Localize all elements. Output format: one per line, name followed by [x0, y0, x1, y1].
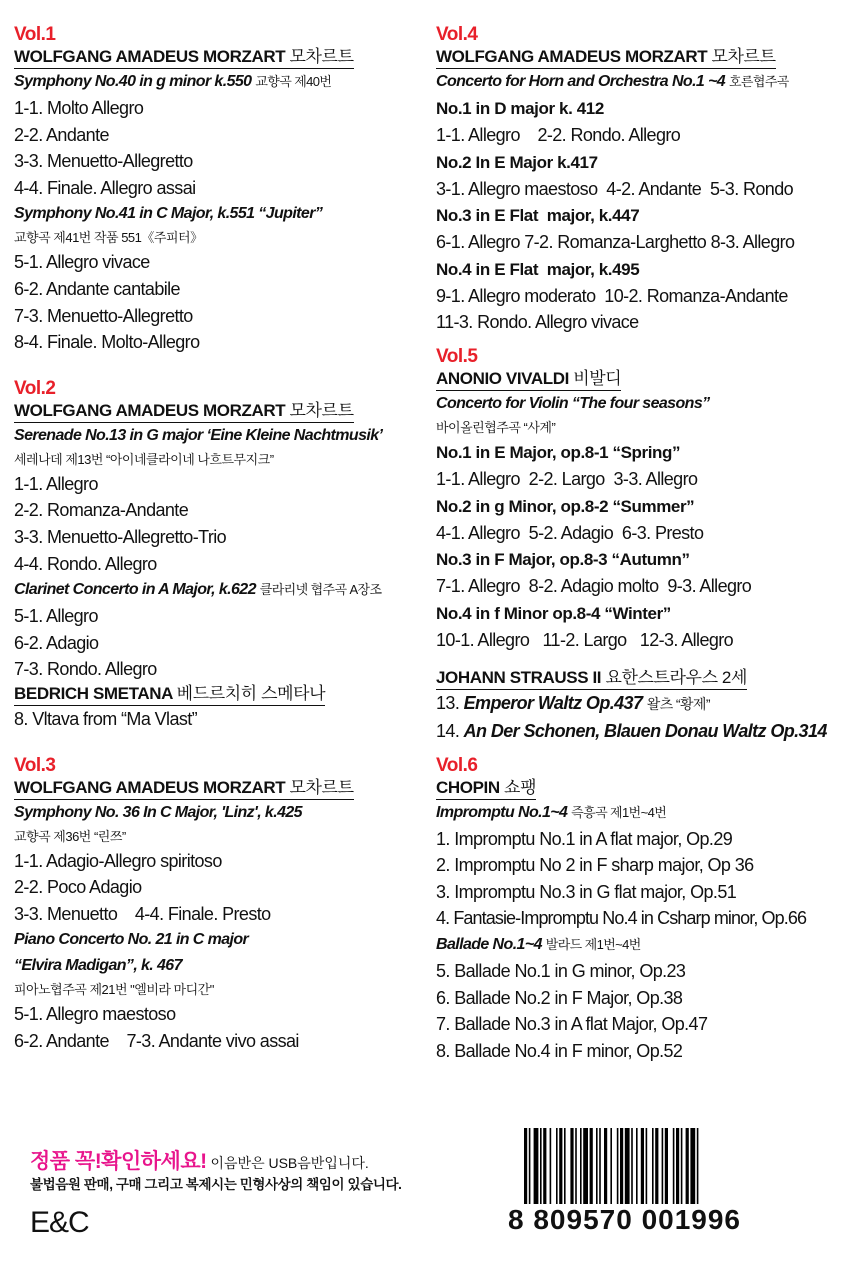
- track-item: 6-2. Andante 7-3. Andante vivo assai: [14, 1030, 299, 1051]
- work-title-korean: 교향곡 제41번 작품 551《주피터》: [14, 230, 203, 246]
- work-title: Impromptu No.1~4 즉흥곡 제1번~4번: [436, 803, 667, 821]
- legal-note: 불법음원 판매, 구매 그리고 복제시는 민형사상의 책임이 있습니다.: [30, 1177, 402, 1192]
- track-item: 1-1. Allegro 2-2. Rondo. Allegro: [436, 125, 681, 145]
- track-item: 6-1. Allegro 7-2. Romanza-Larghetto 8-3. Allegro: [436, 232, 795, 253]
- track-item: 2-2. Poco Adagio: [14, 877, 142, 898]
- left-column: [14, 24, 432, 1054]
- track-item: 5-1. Allegro: [14, 606, 98, 627]
- vol-label: Vol.5: [436, 345, 478, 367]
- composer-heading: WOLFGANG AMADEUS MORZART 모차르트: [14, 46, 354, 69]
- track-item: 8. Vltava from “Ma Vlast”: [14, 708, 198, 729]
- track-item: 6-2. Adagio: [14, 632, 99, 653]
- track-item: 6-2. Andante cantabile: [14, 278, 180, 299]
- track-item: 4-4. Finale. Allegro assai: [14, 177, 196, 198]
- piece-heading: No.4 in E Flat major, k.495: [436, 259, 640, 279]
- piece-heading: No.1 in D major k. 412: [436, 99, 604, 118]
- genuine-notice: [30, 1150, 430, 1195]
- composer-heading: WOLFGANG AMADEUS MORZART 모차르트: [436, 46, 776, 69]
- track-item: 13. Emperor Waltz Op.437 왈츠 “황제”: [436, 693, 710, 714]
- piece-heading: No.2 in g Minor, op.8-2 “Summer”: [436, 496, 695, 516]
- composer-heading: JOHANN STRAUSS II 요한스트라우스 2세: [436, 667, 747, 690]
- work-title-korean: 바이올린협주곡 “사계”: [436, 419, 556, 435]
- track-item: 7-3. Rondo. Allegro: [14, 659, 157, 680]
- work-title-korean: 세레나데 제13번 “아이네클라이네 나흐트무지크”: [14, 451, 274, 467]
- piece-heading: No.3 in F Major, op.8-3 “Autumn”: [436, 550, 690, 570]
- genuine-warning: 정품 꼭!확인하세요!: [30, 1150, 207, 1173]
- work-title: Symphony No.41 in C Major, k.551 “Jupiter”: [14, 205, 323, 223]
- work-title: Symphony No.40 in g minor k.550 교향곡 제40번: [14, 73, 332, 90]
- work-title: Clarinet Concerto in A Major, k.622 클라리넷 협주곡 A장조: [14, 581, 382, 599]
- track-item: 1-1. Allegro: [14, 473, 98, 494]
- track-item: 8. Ballade No.4 in F minor, Op.52: [436, 1040, 683, 1061]
- vol-label: Vol.6: [436, 754, 478, 776]
- barcode: [506, 1128, 776, 1236]
- track-item: 14. An Der Schonen, Blauen Donau Waltz Op.314: [436, 720, 827, 741]
- track-item: 8-4. Finale. Molto-Allegro: [14, 332, 200, 353]
- piece-heading: No.2 In E Major k.417: [436, 152, 598, 172]
- track-item: 4-4. Rondo. Allegro: [14, 553, 157, 574]
- work-title: Serenade No.13 in G major ‘Eine Kleine Nachtmusik’: [14, 426, 383, 444]
- work-title-korean: 피아노협주곡 제21번 "엘비라 마디간": [14, 982, 214, 998]
- track-item: 3-1. Allegro maestoso 4-2. Andante 5-3. Rondo: [436, 178, 794, 199]
- track-item: 5-1. Allegro maestoso: [14, 1004, 176, 1025]
- composer-heading: BEDRICH SMETANA 베드르치히 스메타나: [14, 683, 325, 706]
- vol-label: Vol.2: [14, 377, 56, 399]
- piece-heading: No.1 in E Major, op.8-1 “Spring”: [436, 442, 681, 462]
- composer-heading: CHOPIN 쇼팽: [436, 777, 536, 800]
- track-item: 11-3. Rondo. Allegro vivace: [436, 312, 639, 333]
- composer-heading: ANONIO VIVALDI 비발디: [436, 368, 621, 391]
- track-item: 4. Fantasie-Impromptu No.4 in Csharp minor, Op.66: [436, 908, 807, 929]
- track-item: 1-1. Adagio-Allegro spiritoso: [14, 850, 222, 871]
- track-item: 3. Impromptu No.3 in G flat major, Op.51: [436, 881, 737, 902]
- track-item: 3-3. Menuetto-Allegretto: [14, 151, 193, 172]
- track-item: 2. Impromptu No 2 in F sharp major, Op 36: [436, 855, 754, 876]
- brand-logo: E&C: [30, 1206, 89, 1239]
- track-item: 2-2. Romanza-Andante: [14, 500, 189, 521]
- track-item: 1. Impromptu No.1 in A flat major, Op.29: [436, 828, 733, 849]
- work-title: Symphony No. 36 In C Major, 'Linz', k.425: [14, 803, 302, 821]
- barcode-number: 8 809570 001996: [508, 1204, 741, 1235]
- track-item: 1-1. Molto Allegro: [14, 98, 144, 118]
- track-item: 7. Ballade No.3 in A flat Major, Op.47: [436, 1014, 708, 1035]
- piece-heading: No.3 in E Flat major, k.447: [436, 206, 640, 226]
- track-item: 5. Ballade No.1 in G minor, Op.23: [436, 960, 686, 981]
- work-title: “Elvira Madigan”, k. 467: [14, 957, 182, 975]
- work-title: Concerto for Violin “The four seasons”: [436, 394, 710, 412]
- right-column: [436, 24, 854, 1064]
- track-item: 7-3. Menuetto-Allegretto: [14, 305, 193, 326]
- track-item: 6. Ballade No.2 in F Major, Op.38: [436, 987, 683, 1008]
- vol-label: Vol.1: [14, 24, 56, 45]
- track-item: 3-3. Menuetto-Allegretto-Trio: [14, 526, 227, 547]
- vol-label: Vol.4: [436, 24, 478, 45]
- track-item: 2-2. Andante: [14, 124, 109, 145]
- track-item: 9-1. Allegro moderato 10-2. Romanza-Andante: [436, 285, 788, 306]
- track-item: 1-1. Allegro 2-2. Largo 3-3. Allegro: [436, 468, 698, 489]
- vol-label: Vol.3: [14, 754, 56, 776]
- track-item: 10-1. Allegro 11-2. Largo 12-3. Allegro: [436, 629, 734, 650]
- usb-note: 이음반은 USB음반입니다.: [210, 1155, 369, 1171]
- track-item: 4-1. Allegro 5-2. Adagio 6-3. Presto: [436, 522, 704, 543]
- composer-heading: WOLFGANG AMADEUS MORZART 모차르트: [14, 400, 354, 423]
- work-title: Ballade No.1~4 발라드 제1번~4번: [436, 935, 641, 953]
- work-title-korean: 교향곡 제36번 “린쯔”: [14, 828, 126, 844]
- track-item: 3-3. Menuetto 4-4. Finale. Presto: [14, 903, 271, 924]
- piece-heading: No.4 in f Minor op.8-4 “Winter”: [436, 603, 671, 623]
- composer-heading: WOLFGANG AMADEUS MORZART 모차르트: [14, 777, 354, 800]
- work-title: Piano Concerto No. 21 in C major: [14, 931, 249, 949]
- track-item: 5-1. Allegro vivace: [14, 252, 150, 273]
- track-item: 7-1. Allegro 8-2. Adagio molto 9-3. Allegro: [436, 576, 752, 597]
- work-title: Concerto for Horn and Orchestra No.1 ~4 호른협주곡: [436, 73, 789, 90]
